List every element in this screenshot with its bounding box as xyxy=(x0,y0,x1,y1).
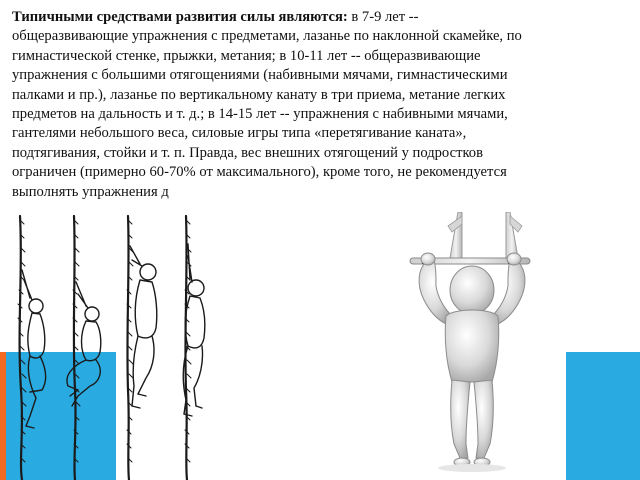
body-text: в 7-9 лет -- общеразвивающие упражнения с предметами, лазанье по наклонной скамейке, по гимнастической стенке, прыжки, метания; в 10-11 лет -- общеразвивающие упражнения с большими отягощениями (набивными мячами, гимнастическими палками и пр.), лазанье по вертикальному канату в три приема, метание легких предметов на дальность и т. д.; в 14-15 лет -- упражнения с набивными мячами, гантелями небольшого веса, силовые игры типа «перетягивание каната», подтягивания, стойки и т. п. Правда, вес внешних отягощений у подростков ограничен (примерно 60-70% от максимального), кроме того, не рекомендуется выполнять упражнения д xyxy=(12,9,522,200)
climber-3 xyxy=(130,246,157,408)
bar-bracket-right xyxy=(506,212,522,258)
climber-1 xyxy=(22,270,46,428)
bar-bracket-left xyxy=(448,212,462,258)
blue-band-right xyxy=(566,352,640,480)
lead-phrase: Типичными средствами развития силы являются: xyxy=(12,9,348,25)
pull-up-figure xyxy=(419,253,525,466)
rope-2 xyxy=(73,216,80,480)
climber-2 xyxy=(67,282,101,406)
body-paragraph xyxy=(12,8,530,202)
rope-1 xyxy=(18,216,26,480)
rope-climbing-illustration xyxy=(6,210,206,480)
pull-up-card xyxy=(366,212,566,478)
rope-3 xyxy=(127,216,133,480)
body-text-block xyxy=(12,8,530,216)
pull-up-illustration xyxy=(366,212,566,478)
